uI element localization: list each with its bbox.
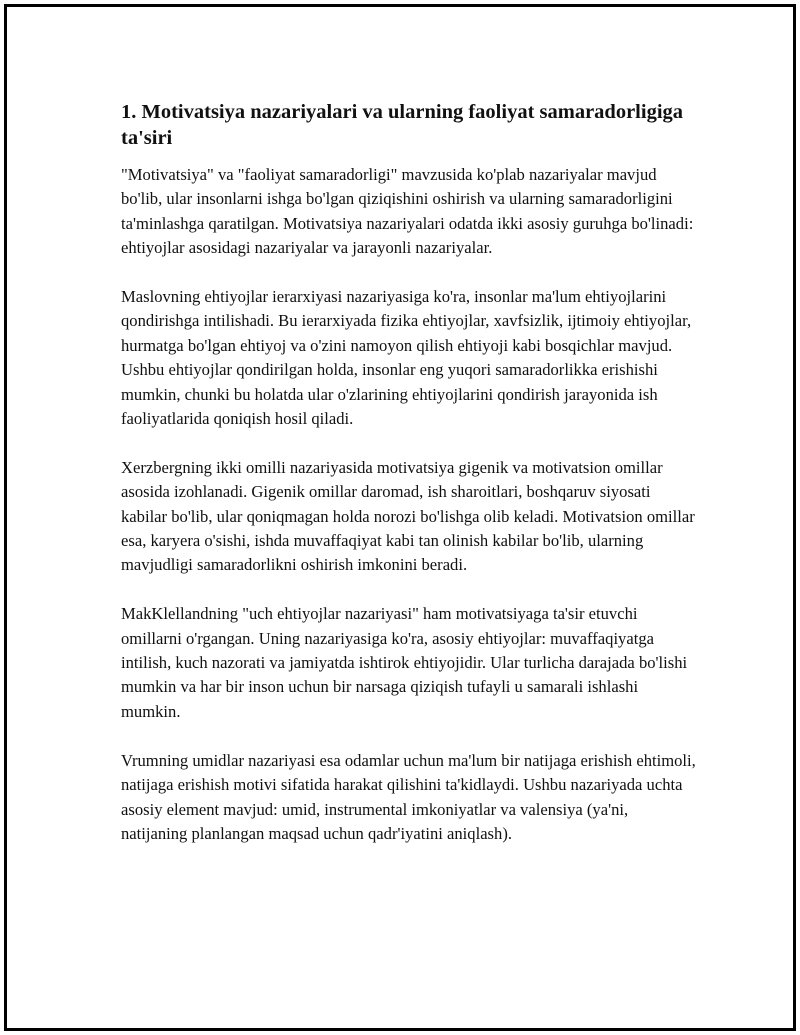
page-frame	[4, 4, 796, 1031]
paragraph-mcclelland: MakKlellandning "uch ehtiyojlar nazariyasi" ham motivatsiyaga ta'sir etuvchi omillarni o'rgangan. Uning nazariyasiga ko'ra, asosiy ehtiyojlar: muvaffaqiyatga intilish, kuch nazorati va jamiyatda ishtirok ehtiyojidir. Ular turlicha darajada bo'lishi mumkin va har bir inson uchun bir narsaga qiziqish tufayli u samarali ishlashi mumkin.	[121, 604, 688, 721]
section-heading: 1. Motivatsiya nazariyalari va ularning faoliyat samaradorligiga ta'siri	[121, 101, 684, 149]
paragraph-herzberg: Xerzbergning ikki omilli nazariyasida motivatsiya gigenik va motivatsion omillar asosida izohlanadi. Gigenik omillar daromad, ish sharoitlari, boshqaruv siyosati kabilar bo'lib, ular qoniqmagan holda norozi bo'lishga olib keladi. Motivatsion omillar esa, karyera o'sishi, ishda muvaffaqiyat kabi tan olinish kabilar bo'lib, ularning mavjudligi samaradorlikni oshirish imkonini beradi.	[121, 457, 695, 575]
document-body	[121, 99, 696, 871]
paragraph-intro: "Motivatsiya" va "faoliyat samaradorligi" mavzusida ko'plab nazariyalar mavjud bo'lib, ular insonlarni ishga bo'lgan qiziqishini oshirish va ularning samaradorligini ta'minlashga qaratilgan. Motivatsiya nazariyalari odatda ikki asosiy guruhga bo'linadi: ehtiyojlar asosidagi nazariyalar va jarayonli nazariyalar.	[121, 165, 694, 258]
paragraph-vroom: Vrumning umidlar nazariyasi esa odamlar uchun ma'lum bir natijaga erishish ehtimoli, natijaga erishish motivi sifatida harakat qilishini ta'kidlaydi. Ushbu nazariyada uchta asosiy element mavjud: umid, instrumental imkoniyatlar va valensiya (ya'ni, natijaning planlangan maqsad uchun qadr'iyatini aniqlash).	[121, 750, 696, 843]
paragraph-maslow: Maslovning ehtiyojlar ierarxiyasi nazariyasiga ko'ra, insonlar ma'lum ehtiyojlarini qondirishga intilishadi. Bu ierarxiyada fizika ehtiyojlar, xavfsizlik, ijtimoiy ehtiyojlar, hurmatga bo'lgan ehtiyoj va o'zini namoyon qilish ehtiyoji kabi bosqichlar mavjud. Ushbu ehtiyojlar qondirilgan holda, insonlar eng yuqori samaradorlikka erishishi mumkin, chunki bu holatda ular o'zlarining ehtiyojlarini qondirish jarayonida ish faoliyatlarida qoniqish hosil qiladi.	[121, 287, 692, 429]
